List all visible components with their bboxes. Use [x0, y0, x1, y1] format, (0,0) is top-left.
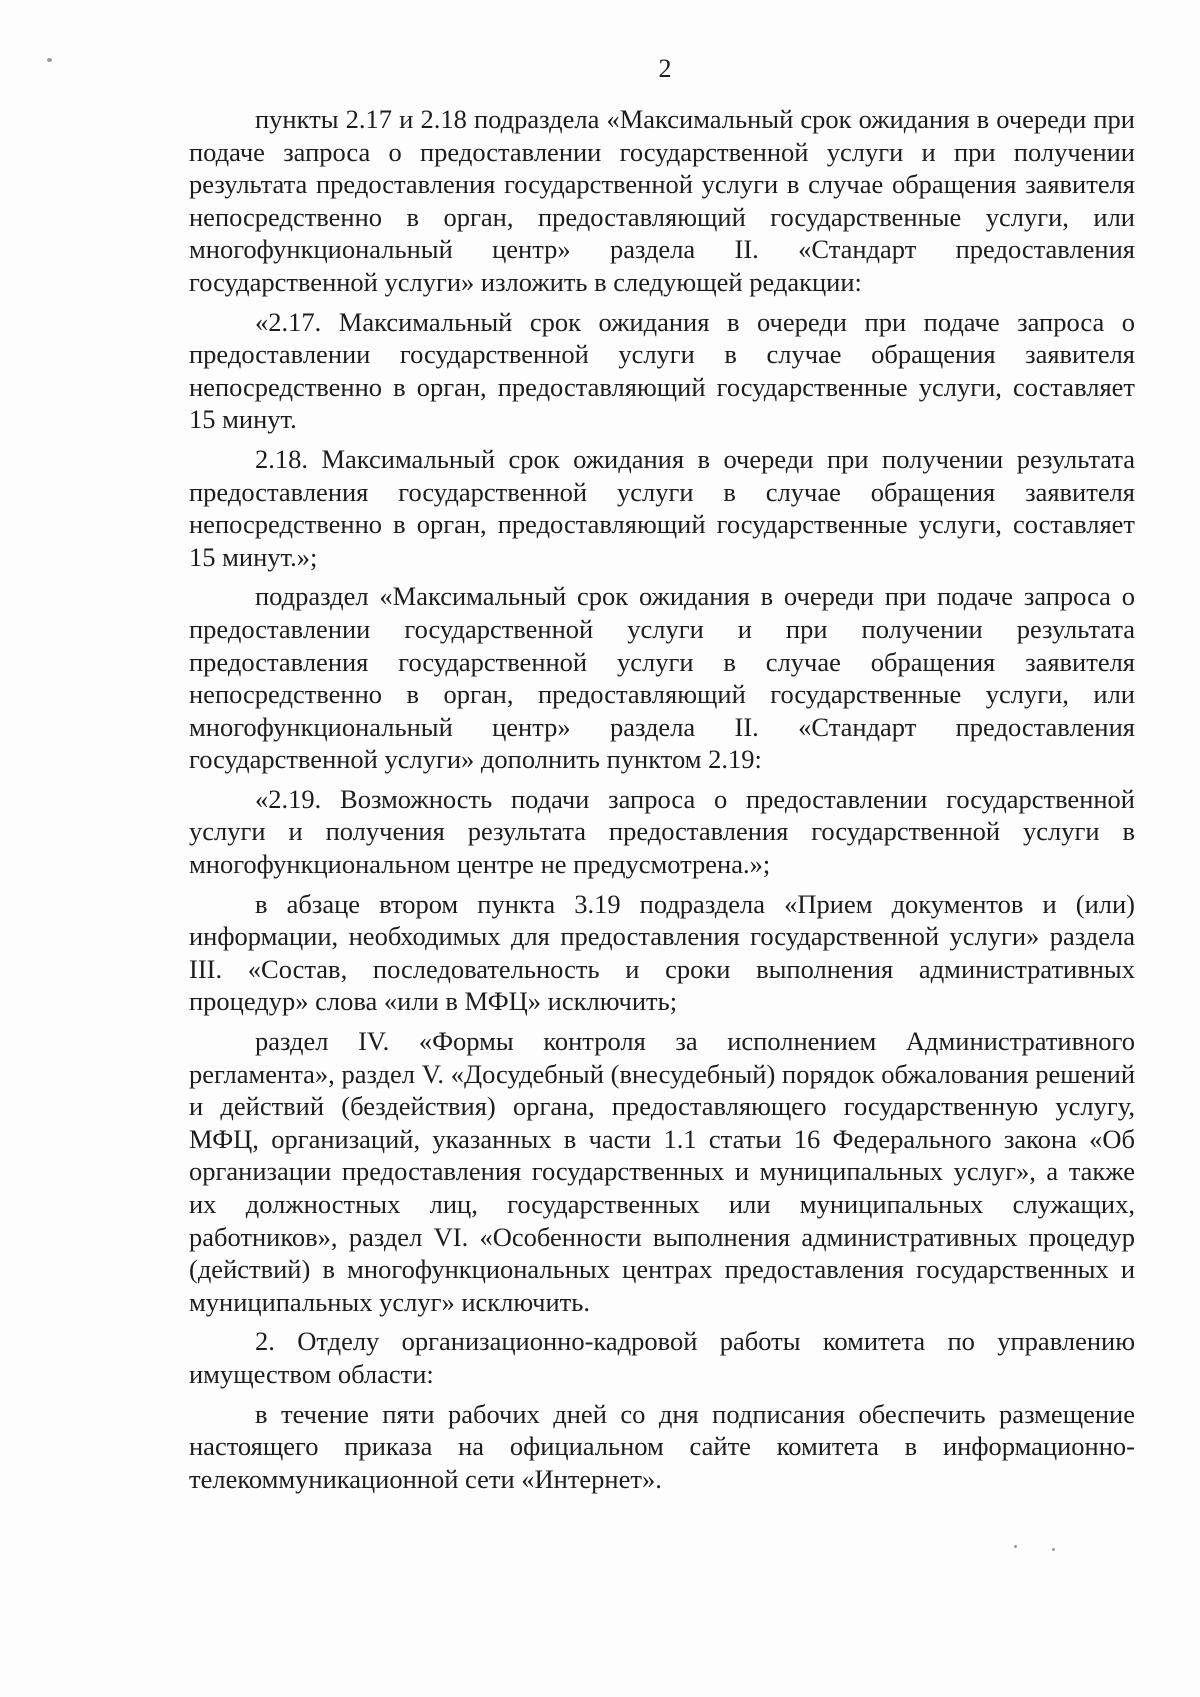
paragraph-publication: в течение пяти рабочих дней со дня подписания обеспечить размещение настоящего приказа на официальном сайте комитета в информационно-телекоммуникационной сети «Интернет».: [189, 1398, 1135, 1494]
paragraph-item-2-17: «2.17. Максимальный срок ожидания в очереди при подаче запроса о предоставлении государственной услуги в случае обращения заявителя непосредственно в орган, предоставляющий государственные услуги, составляет 15 минут.: [189, 306, 1135, 435]
paragraph-item-2-19: «2.19. Возможность подачи запроса о предоставлении государственной услуги и получения результата предоставления государственной услуги в многофункциональном центре не предусмотрена.»;: [189, 783, 1135, 880]
document-body: [189, 103, 1135, 1502]
scan-speck: [1014, 1545, 1017, 1548]
paragraph-exclude-sections: раздел IV. «Формы контроля за исполнением Административного регламента», раздел V. «Досудебный (внесудебный) порядок обжалования решений и действий (бездействия) органа, предоставляющего государственную услугу, МФЦ, организаций, указанных в части 1.1 статьи 16 Федерального закона «Об организации предоставления государственных и муниципальных услуг», а также их должностных лиц, государственных или муниципальных служащих, работников», раздел VI. «Особенности выполнения административных процедур (действий) в многофункциональных центрах предоставления государственных и муниципальных услуг» исключить.: [189, 1026, 1135, 1317]
paragraph-amend-items-2-17-2-18: пункты 2.17 и 2.18 подраздела «Максимальный срок ожидания в очереди при подаче запроса о предоставлении государственной услуги и при получении результата предоставления государственной услуги в случае обращения заявителя непосредственно в орган, предоставляющий государственные услуги, или многофункциональный центр» раздела II. «Стандарт предоставления государственной услуги» изложить в следующей редакции:: [189, 104, 1135, 297]
paragraph-add-item-2-19: подраздел «Максимальный срок ожидания в очереди при подаче запроса о предоставлении государственной услуги и при получении результата предоставления государственной услуги в случае обращения заявителя непосредственно в орган, предоставляющий государственные услуги, или многофункциональный центр» раздела II. «Стандарт предоставления государственной услуги» дополнить пунктом 2.19:: [189, 581, 1135, 775]
scan-speck: [1052, 1548, 1055, 1551]
paragraph-point-2: 2. Отделу организационно-кадровой работы комитета по управлению имуществом области:: [189, 1326, 1135, 1389]
paragraph-item-2-18: 2.18. Максимальный срок ожидания в очереди при получении результата предоставления государственной услуги в случае обращения заявителя непосредственно в орган, предоставляющий государственные услуги, составляет 15 минут.»;: [189, 443, 1135, 572]
page-number: 2: [658, 54, 672, 83]
scan-speck: [47, 58, 52, 62]
paragraph-item-3-19: в абзаце втором пункта 3.19 подраздела «Прием документов и (или) информации, необходимых для предоставления государственной услуги» раздела III. «Состав, последовательность и сроки выполнения административных процедур» слова «или в МФЦ» исключить;: [189, 888, 1135, 1017]
